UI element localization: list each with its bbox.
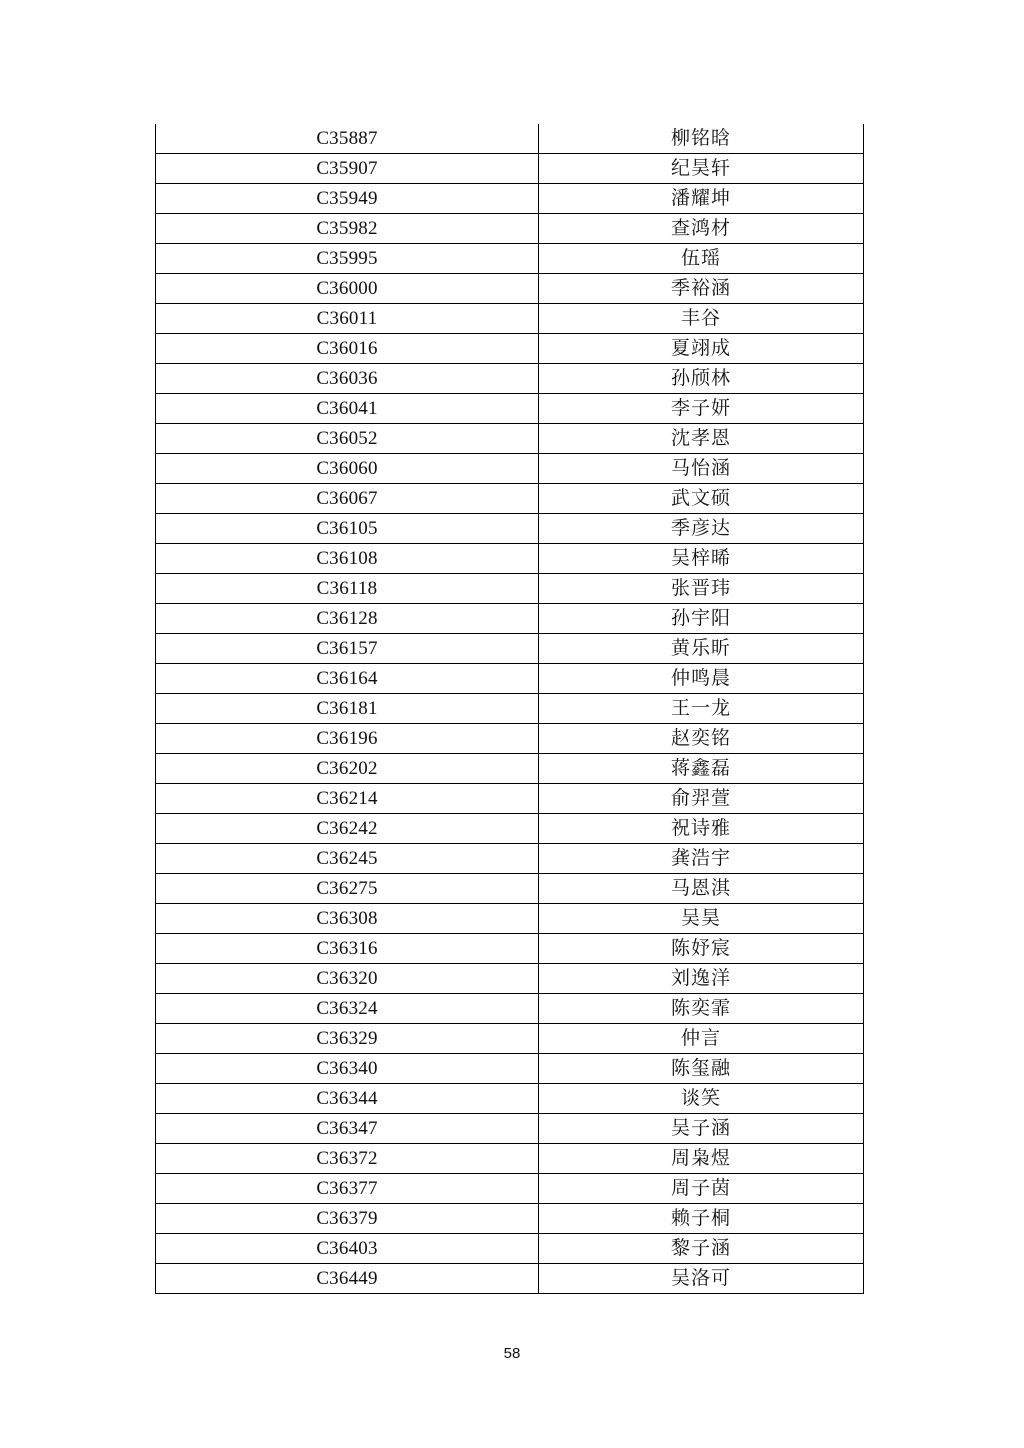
id-cell: C36052 (156, 424, 539, 454)
id-cell: C36308 (156, 904, 539, 934)
id-cell: C36379 (156, 1204, 539, 1234)
name-cell: 孙颀林 (539, 364, 864, 394)
roster-table (155, 124, 864, 1294)
name-cell: 伍瑶 (539, 244, 864, 274)
name-cell: 查鸿材 (539, 214, 864, 244)
name-cell: 季裕涵 (539, 274, 864, 304)
name-cell: 吴子涵 (539, 1114, 864, 1144)
table-row (156, 184, 864, 214)
name-cell: 吴梓晞 (539, 544, 864, 574)
name-cell: 陈妤宸 (539, 934, 864, 964)
table-row (156, 1024, 864, 1054)
id-cell: C35907 (156, 154, 539, 184)
table-row (156, 904, 864, 934)
name-cell: 夏翊成 (539, 334, 864, 364)
name-cell: 祝诗雅 (539, 814, 864, 844)
table-row (156, 334, 864, 364)
id-cell: C36157 (156, 634, 539, 664)
table-row (156, 544, 864, 574)
name-cell: 蒋鑫磊 (539, 754, 864, 784)
name-cell: 仲鸣晨 (539, 664, 864, 694)
table-row (156, 364, 864, 394)
table-row (156, 214, 864, 244)
table-row (156, 784, 864, 814)
table-row (156, 1204, 864, 1234)
id-cell: C35887 (156, 124, 539, 154)
table-row (156, 994, 864, 1024)
table-row (156, 604, 864, 634)
name-cell: 孙宇阳 (539, 604, 864, 634)
id-cell: C36011 (156, 304, 539, 334)
name-cell: 沈孝恩 (539, 424, 864, 454)
name-cell: 丰谷 (539, 304, 864, 334)
table-row (156, 1234, 864, 1264)
table-row (156, 1084, 864, 1114)
table-row (156, 814, 864, 844)
table-row (156, 1174, 864, 1204)
id-cell: C36067 (156, 484, 539, 514)
id-cell: C36041 (156, 394, 539, 424)
name-cell: 赖子桐 (539, 1204, 864, 1234)
table-row (156, 964, 864, 994)
name-cell: 俞羿萱 (539, 784, 864, 814)
name-cell: 张晋玮 (539, 574, 864, 604)
table-row (156, 1114, 864, 1144)
table-row (156, 754, 864, 784)
id-cell: C36329 (156, 1024, 539, 1054)
name-cell: 刘逸洋 (539, 964, 864, 994)
id-cell: C36324 (156, 994, 539, 1024)
id-cell: C36118 (156, 574, 539, 604)
name-cell: 潘耀坤 (539, 184, 864, 214)
table-row (156, 934, 864, 964)
id-cell: C36060 (156, 454, 539, 484)
name-cell: 龚浩宇 (539, 844, 864, 874)
id-cell: C35982 (156, 214, 539, 244)
table-row (156, 1144, 864, 1174)
table-row (156, 454, 864, 484)
name-cell: 谈笑 (539, 1084, 864, 1114)
name-cell: 马恩淇 (539, 874, 864, 904)
table-row (156, 154, 864, 184)
id-cell: C36016 (156, 334, 539, 364)
name-cell: 陈奕霏 (539, 994, 864, 1024)
id-cell: C36128 (156, 604, 539, 634)
id-cell: C36214 (156, 784, 539, 814)
table-row (156, 634, 864, 664)
id-cell: C35995 (156, 244, 539, 274)
name-cell: 陈玺融 (539, 1054, 864, 1084)
roster-table-body (156, 124, 864, 1294)
table-row (156, 1054, 864, 1084)
id-cell: C36196 (156, 724, 539, 754)
name-cell: 季彦达 (539, 514, 864, 544)
name-cell: 赵奕铭 (539, 724, 864, 754)
table-row (156, 424, 864, 454)
table-row (156, 514, 864, 544)
id-cell: C35949 (156, 184, 539, 214)
id-cell: C36344 (156, 1084, 539, 1114)
id-cell: C36316 (156, 934, 539, 964)
id-cell: C36449 (156, 1264, 539, 1294)
name-cell: 武文硕 (539, 484, 864, 514)
name-cell: 吴昊 (539, 904, 864, 934)
table-row (156, 484, 864, 514)
table-row (156, 394, 864, 424)
table-row (156, 1264, 864, 1294)
id-cell: C36320 (156, 964, 539, 994)
id-cell: C36245 (156, 844, 539, 874)
table-row (156, 844, 864, 874)
id-cell: C36105 (156, 514, 539, 544)
id-cell: C36202 (156, 754, 539, 784)
table-row (156, 274, 864, 304)
table-row (156, 244, 864, 274)
id-cell: C36372 (156, 1144, 539, 1174)
table-row (156, 664, 864, 694)
id-cell: C36181 (156, 694, 539, 724)
table-row (156, 694, 864, 724)
table-row (156, 304, 864, 334)
name-cell: 马怡涵 (539, 454, 864, 484)
id-cell: C36036 (156, 364, 539, 394)
table-row (156, 574, 864, 604)
id-cell: C36164 (156, 664, 539, 694)
name-cell: 周枭煜 (539, 1144, 864, 1174)
name-cell: 仲言 (539, 1024, 864, 1054)
id-cell: C36108 (156, 544, 539, 574)
name-cell: 纪昊轩 (539, 154, 864, 184)
name-cell: 周子茵 (539, 1174, 864, 1204)
page-number: 58 (503, 1345, 521, 1362)
id-cell: C36275 (156, 874, 539, 904)
id-cell: C36340 (156, 1054, 539, 1084)
table-row (156, 874, 864, 904)
table-row (156, 724, 864, 754)
table-row (156, 124, 864, 154)
id-cell: C36377 (156, 1174, 539, 1204)
id-cell: C36403 (156, 1234, 539, 1264)
name-cell: 李子妍 (539, 394, 864, 424)
name-cell: 黄乐昕 (539, 634, 864, 664)
name-cell: 王一龙 (539, 694, 864, 724)
id-cell: C36000 (156, 274, 539, 304)
name-cell: 柳铭晗 (539, 124, 864, 154)
id-cell: C36347 (156, 1114, 539, 1144)
name-cell: 黎子涵 (539, 1234, 864, 1264)
name-cell: 吴洛可 (539, 1264, 864, 1294)
id-cell: C36242 (156, 814, 539, 844)
